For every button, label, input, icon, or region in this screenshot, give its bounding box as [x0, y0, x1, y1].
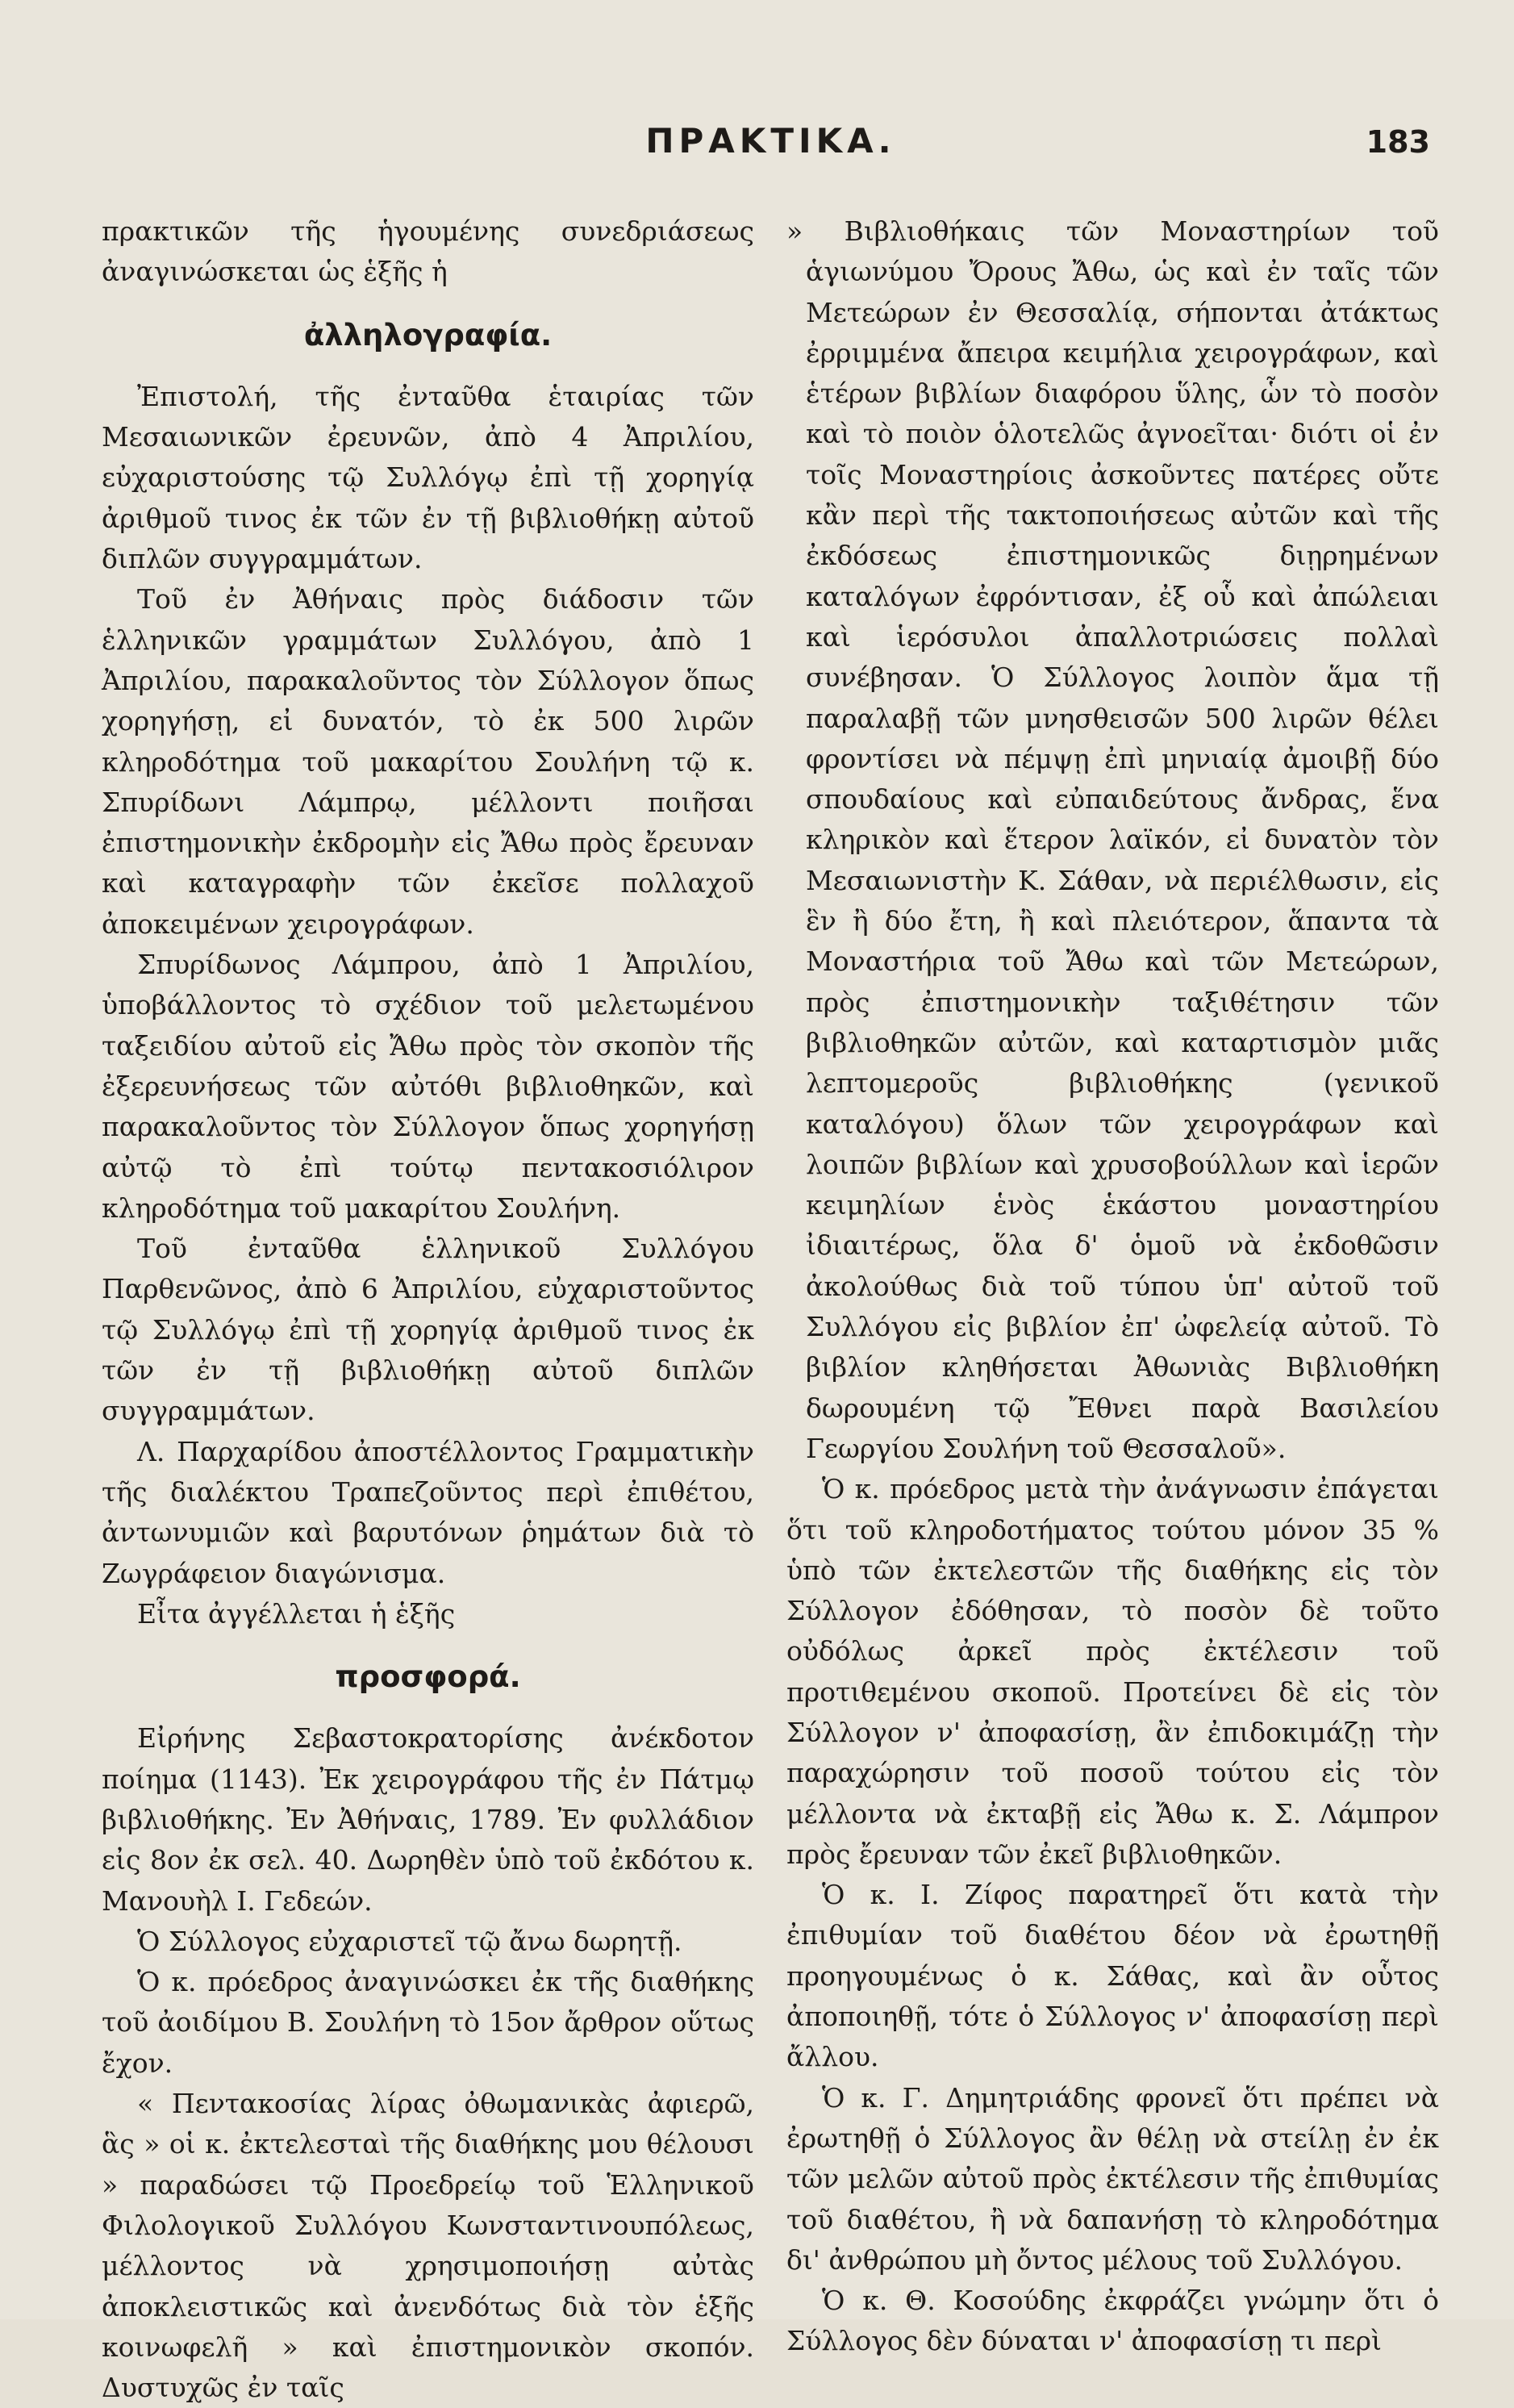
page-header — [102, 121, 1440, 169]
paragraph: Εἰρήνης Σεβαστοκρατορίσης ἀνέκδοτον ποίημα (1143). Ἐκ χειρογράφου τῆς ἐν Πάτμῳ βιβλιοθήκης. Ἐν Ἀθήναις, 1789. Ἐν φυλλάδιον εἰς 8ον ἐκ σελ. 40. Δωρηθὲν ὑπὸ τοῦ ἐκδότου κ. Μανουὴλ Ι. Γεδεών. — [102, 1722, 754, 1917]
paragraph: Τοῦ ἐνταῦθα ἑλληνικοῦ Συλλόγου Παρθενῶνος, ἀπὸ 6 Ἀπριλίου, εὐχαριστοῦντος τῷ Συλλόγῳ ἐπὶ τῇ χορηγίᾳ ἀριθμοῦ τινος ἐκ τῶν ἐν τῇ βιβλιοθήκῃ αὐτοῦ διπλῶν συγγραμμάτων. — [102, 1233, 754, 1427]
quoted-text: » Βιβλιοθήκαις τῶν Μοναστηρίων τοῦ ἁγιωνύμου Ὄρους Ἄθω, ὡς καὶ ἐν ταῖς τῶν Μετεώρων ἐν Θεσσαλίᾳ, σήπονται ἀτάκτως ἐρριμμένα ἄπειρα κειμήλια χειρογράφων, καὶ ἑτέρων βιβλίων διαφόρου ὕλης, ὧν τὸ ποσὸν καὶ τὸ ποιὸν ὁλοτελῶς ἀγνοεῖται· διότι οἱ ἐν τοῖς Μοναστηρίοις ἀσκοῦντες πατέρες οὔτε κἂν περὶ τῆς τακτοποιήσεως αὐτῶν καὶ τῆς ἐκδόσεως ἐπιστημονικῶς διῃρημένων καταλόγων ἐφρόντισαν, ἐξ οὗ καὶ ἀπώλειαι καὶ ἱερόσυλοι ἀπαλλοτριώσεις πολλαὶ συνέβησαν. Ὁ Σύλλογος λοιπὸν ἅμα τῇ παραλαβῇ τῶν μνησθεισῶν 500 λιρῶν θέλει φροντίσει νὰ πέμψῃ ἐπὶ μηνιαίᾳ ἀμοιβῇ δύο σπουδαίους καὶ εὐπαιδεύτους ἄνδρας, ἕνα κληρικὸν καὶ ἕτερον λαϊκόν, εἰ δυνατὸν τὸν Μεσαιωνιστὴν Κ. Σάθαν, νὰ περιέλθωσιν, εἰς ἓν ἢ δύο ἔτη, ἢ καὶ πλειότερον, ἅπαντα τὰ Μοναστήρια τοῦ Ἄθω καὶ τῶν Μετεώρων, πρὸς ἐπιστημονικὴν ταξιθέτησιν τῶν βιβλιοθηκῶν αὐτῶν, καὶ καταρτισμὸν μιᾶς λεπτομεροῦς βιβλιοθήκης (γενικοῦ καταλόγου) ὅλων τῶν χειρογράφων καὶ λοιπῶν βιβλίων καὶ χρυσοβούλλων καὶ ἱερῶν κειμηλίων ἑνὸς ἑκάστου μοναστηρίου ἰδιαιτέρως, ὅλα δ' ὁμοῦ νὰ ἐκδοθῶσιν ἀκολούθως διὰ τοῦ τύπου ὑπ' αὐτοῦ τοῦ Συλλόγου εἰς βιβλίον ἐπ' ὠφελείᾳ αὐτοῦ. Τὸ βιβλίον κληθήσεται Ἀθωνιὰς Βιβλιοθήκη δωρουμένη τῷ Ἔθνει παρὰ Βασιλείου Γεωργίου Σουλήνη τοῦ Θεσσαλοῦ». — [786, 215, 1439, 1464]
paragraph: Εἶτα ἀγγέλλεται ἡ ἑξῆς — [137, 1597, 456, 1630]
paragraph: Ὁ κ. πρόεδρος ἀναγινώσκει ἐκ τῆς διαθήκης τοῦ ἀοιδίμου Β. Σουλήνη τὸ 15ον ἄρθρον οὕτως ἔχον. — [102, 1966, 754, 2079]
paragraph: Ἐπιστολή, τῆς ἐνταῦθα ἑταιρίας τῶν Μεσαιωνικῶν ἐρευνῶν, ἀπὸ 4 Ἀπριλίου, εὐχαριστούσης τῷ Συλλόγῳ ἐπὶ τῇ χορηγίᾳ ἀριθμοῦ τινος ἐκ τῶν ἐν τῇ βιβλιοθήκῃ αὐτοῦ διπλῶν συγγραμμάτων. — [102, 380, 754, 575]
text-columns — [102, 211, 1440, 2408]
paragraph: πρακτικῶν τῆς ἡγουμένης συνεδριάσεως ἀναγινώσκεται ὡς ἑξῆς ἡ — [102, 215, 754, 288]
paragraph: Ὁ Σύλλογος εὐχαριστεῖ τῷ ἄνω δωρητῇ. — [137, 1925, 682, 1957]
paragraph: Τοῦ ἐν Ἀθήναις πρὸς διάδοσιν τῶν ἑλληνικῶν γραμμάτων Συλλόγου, ἀπὸ 1 Ἀπριλίου, παρακαλοῦντος τὸν Σύλλογον ὅπως χορηγήσῃ, εἰ δυνατόν, τὸ ἐκ 500 λιρῶν κληροδότημα τοῦ μακαρίτου Σουλήνη τῷ κ. Σπυρίδωνι Λάμπρῳ, μέλλοντι ποιῆσαι ἐπιστημονικὴν ἐκδρομὴν εἰς Ἄθω πρὸς ἔρευναν καὶ καταγραφὴν τῶν ἐκεῖσε πολλαχοῦ ἀποκειμένων χειρογράφων. — [102, 583, 754, 940]
section-heading-offering: προσφορά. — [335, 1659, 521, 1695]
paragraph: Σπυρίδωνος Λάμπρου, ἀπὸ 1 Ἀπριλίου, ὑποβάλλοντος τὸ σχέδιον τοῦ μελετωμένου ταξειδίου αὐτοῦ εἰς Ἄθω πρὸς τὸν σκοπὸν τῆς ἐξερευνήσεως τῶν αὐτόθι βιβλιοθηκῶν, καὶ παρακαλοῦντος τὸν Σύλλογον ὅπως χορηγήσῃ αὐτῷ τὸ ἐπὶ τούτῳ πεντακοσιόλιρον κληροδότημα τοῦ μακαρίτου Σουλήνη. — [102, 949, 754, 1224]
page-number: 183 — [1366, 124, 1430, 160]
paragraph: Ὁ κ. Θ. Κοσούδης ἐκφράζει γνώμην ὅτι ὁ Σύλλογος δὲν δύναται ν' ἀποφασίσῃ τι περὶ — [786, 2285, 1439, 2357]
paragraph: Ὁ κ. πρόεδρος μετὰ τὴν ἀνάγνωσιν ἐπάγεται ὅτι τοῦ κληροδοτήματος τούτου μόνον 35 % ὑπὸ τῶν ἐκτελεστῶν τῆς διαθήκης εἰς τὸν Σύλλογον ἐδόθησαν, τὸ ποσὸν δὲ τοῦτο οὐδόλως ἀρκεῖ πρὸς ἐκτέλεσιν τοῦ προτιθεμένου σκοποῦ. Προτείνει δὲ εἰς τὸν Σύλλογον ν' ἀποφασίσῃ, ἂν ἐπιδοκιμάζῃ τὴν παραχώρησιν τοῦ ποσοῦ τούτου εἰς τὸν μέλλοντα νὰ ἐκταβῇ εἰς Ἄθω κ. Σ. Λάμπρον πρὸς ἔρευναν τῶν ἐκεῖ βιβλιοθηκῶν. — [786, 1473, 1439, 1870]
left-column — [102, 211, 754, 2408]
running-title: ΠΡΑΚΤΙΚΑ. — [645, 121, 896, 161]
quoted-text: « Πεντακοσίας λίρας ὀθωμανικὰς ἀφιερῶ, ἃς » οἱ κ. ἐκτελεσταὶ τῆς διαθήκης μου θέλουσι » παραδώσει τῷ Προεδρείῳ τοῦ Ἑλληνικοῦ Φιλολογικοῦ Συλλόγου Κωνσταντινουπόλεως, μέλλοντος νὰ χρησιμοποιήσῃ αὐτὰς ἀποκλειστικῶς καὶ ἀνενδότως διὰ τὸν ἑξῆς κοινωφελῆ » καὶ ἐπιστημονικὸν σκοπόν. Δυστυχῶς ἐν ταῖς — [102, 2088, 754, 2404]
right-column — [786, 211, 1439, 2408]
paragraph: Λ. Παρχαρίδου ἀποστέλλοντος Γραμματικὴν τῆς διαλέκτου Τραπεζοῦντος περὶ ἐπιθέτου, ἀντωνυμιῶν καὶ βαρυτόνων ῥημάτων διὰ τὸ Ζωγράφειον διαγώνισμα. — [102, 1435, 754, 1589]
section-heading-correspondence: ἀλληλογραφία. — [303, 317, 553, 353]
paragraph: Ὁ κ. Ι. Ζίφος παρατηρεῖ ὅτι κατὰ τὴν ἐπιθυμίαν τοῦ διαθέτου δέον νὰ ἐρωτηθῇ προηγουμένως ὁ κ. Σάθας, καὶ ἂν οὗτος ἀποποιηθῇ, τότε ὁ Σύλλογος ν' ἀποφασίσῃ περὶ ἄλλου. — [786, 1879, 1439, 2073]
paragraph: Ὁ κ. Γ. Δημητριάδης φρονεῖ ὅτι πρέπει νὰ ἐρωτηθῇ ὁ Σύλλογος ἂν θέλῃ νὰ στείλῃ ἐν ἐκ τῶν μελῶν αὐτοῦ πρὸς ἐκτέλεσιν τῆς ἐπιθυμίας τοῦ διαθέτου, ἢ νὰ δαπανήσῃ τὸ κληροδότημα δι' ἀνθρώπου μὴ ὄντος μέλους τοῦ Συλλόγου. — [786, 2081, 1439, 2276]
